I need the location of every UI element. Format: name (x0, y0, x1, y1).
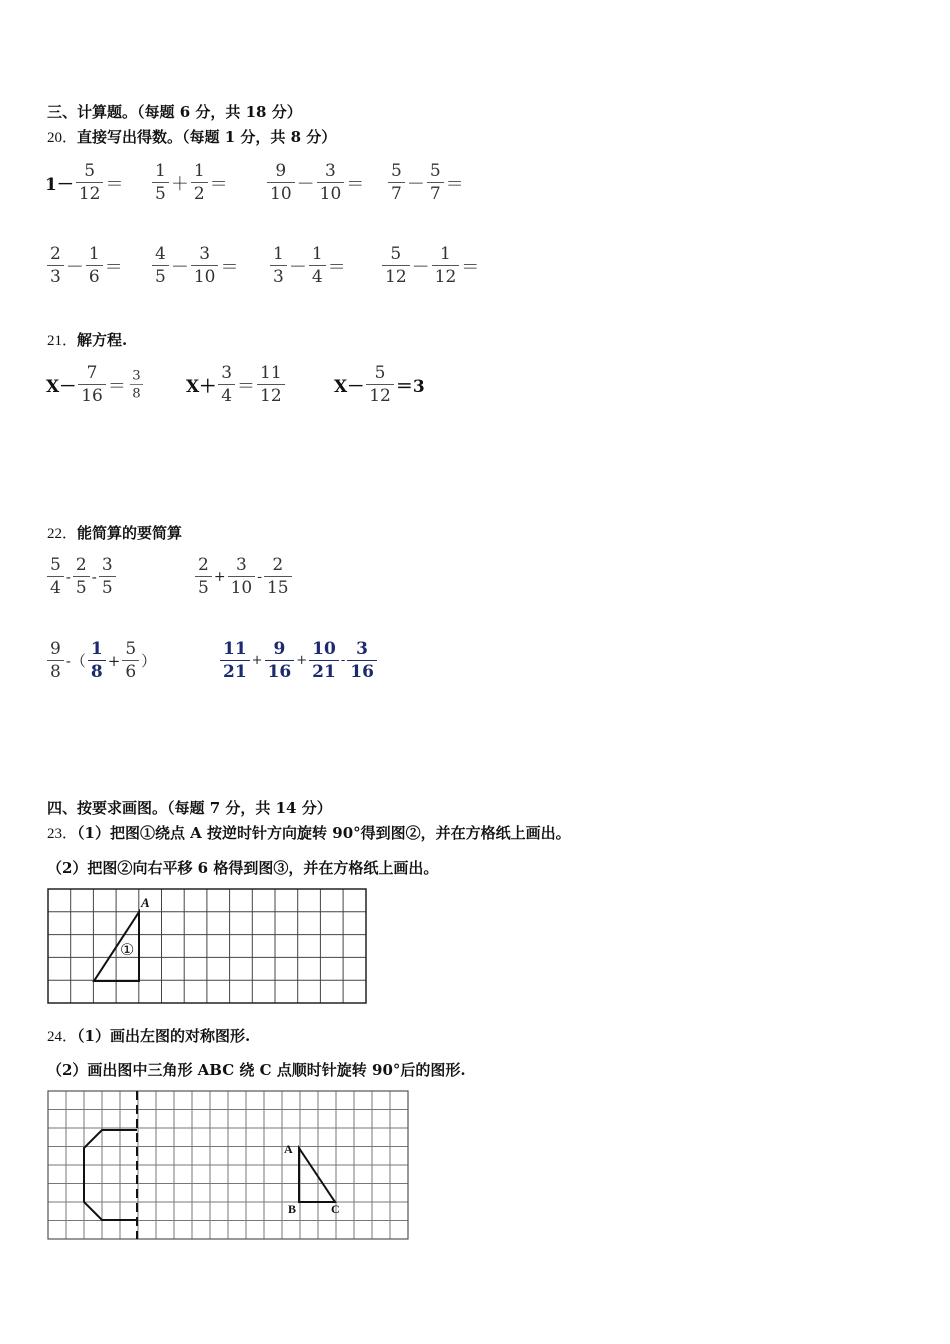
denominator: 12 (76, 182, 104, 205)
numerator: 3 (101, 555, 113, 575)
fraction (195, 554, 212, 599)
q23-grid-figure (47, 888, 369, 1006)
denominator: 10 (317, 182, 345, 205)
point-a-label: A (141, 895, 150, 910)
q20-item-1 (45, 160, 123, 205)
q20-number: 20． (47, 130, 78, 146)
equals-sign: ＝ (327, 256, 346, 278)
fraction (382, 243, 410, 288)
triangle-abc (299, 1148, 335, 1202)
denominator: 5 (195, 576, 212, 599)
denominator: 8 (47, 660, 64, 683)
numerator: 3 (132, 367, 141, 384)
q21-equation-2 (186, 362, 287, 407)
numerator: 1 (88, 244, 100, 264)
q24-number: 24． (47, 1029, 78, 1045)
numerator: 11 (260, 363, 282, 383)
operator: + (107, 651, 121, 670)
numerator: 5 (390, 244, 402, 264)
fraction (427, 160, 444, 205)
q20-title: 直接写出得数。（每题 1 分，共 8 分） (77, 128, 337, 146)
operator: - (340, 653, 346, 668)
denominator: 8 (88, 660, 106, 683)
equals-sign: ＝ (209, 173, 228, 195)
fraction (152, 160, 169, 205)
denominator: 5 (73, 576, 90, 599)
operator: － (65, 256, 84, 278)
fraction (309, 243, 326, 288)
fraction (47, 638, 64, 683)
operator: ＋ (170, 173, 189, 195)
q23-line-1 (47, 822, 571, 843)
operator: － (296, 173, 315, 195)
numerator: 4 (155, 244, 166, 264)
fraction (264, 554, 292, 599)
denominator: 21 (309, 660, 339, 683)
fraction (267, 160, 295, 205)
operator: + (296, 653, 308, 668)
operator: - (257, 568, 262, 585)
operator: - (91, 567, 97, 586)
equals-sign: ＝ (346, 173, 365, 195)
denominator: 3 (270, 265, 287, 288)
numerator: 9 (275, 161, 287, 181)
fraction (309, 638, 339, 683)
operator: -（ (65, 652, 86, 670)
q24-grid-lines (48, 1091, 408, 1239)
operator: - (65, 567, 71, 586)
q20-item-4 (386, 160, 464, 205)
denominator: 7 (388, 182, 405, 205)
numerator: 2 (75, 555, 87, 575)
operator: － (170, 256, 189, 278)
denominator: 3 (47, 265, 64, 288)
equation-lead: X－ (334, 377, 365, 397)
fraction (130, 367, 143, 402)
fraction (347, 638, 377, 683)
point-a-label: A (284, 1142, 293, 1156)
denominator: 4 (309, 265, 326, 288)
q24-instruction-1: （1）画出左图的对称图形. (77, 1027, 251, 1045)
denominator: 5 (152, 265, 169, 288)
point-b-label: B (288, 1202, 297, 1216)
numerator: 2 (50, 244, 61, 264)
fraction (47, 243, 64, 288)
q20-item-3 (265, 160, 364, 205)
numerator: 1 (440, 244, 451, 264)
q22-expression-4 (218, 638, 379, 683)
q24-grid-figure (47, 1090, 411, 1242)
fraction (78, 362, 106, 407)
denominator: 12 (432, 265, 460, 288)
denominator: 10 (267, 182, 295, 205)
denominator: 10 (228, 576, 256, 599)
q22-expression-3 (45, 638, 156, 683)
fraction (218, 362, 235, 407)
denominator: 2 (191, 182, 208, 205)
fraction (265, 638, 295, 683)
fraction (270, 243, 287, 288)
denominator: 12 (382, 265, 410, 288)
numerator: 3 (199, 244, 211, 264)
denominator: 10 (191, 265, 219, 288)
equation-lead: X－ (46, 377, 77, 397)
fraction (88, 638, 106, 683)
denominator: 8 (130, 384, 143, 402)
q22-title: 能简算的要简算 (77, 524, 183, 542)
numerator: 11 (223, 639, 247, 659)
numerator: 7 (86, 363, 98, 383)
fraction (220, 638, 250, 683)
denominator: 21 (220, 660, 250, 683)
fraction (99, 554, 116, 599)
fraction (366, 362, 394, 407)
denominator: 4 (218, 384, 235, 407)
equals-sign: ＝ (237, 375, 256, 397)
q23-instruction-2: （2）把图②向右平移 6 格得到图③，并在方格纸上画出。 (47, 859, 439, 877)
q20-item-5 (45, 243, 123, 288)
figure-1-label: ① (120, 942, 135, 959)
denominator: 15 (264, 576, 292, 599)
fraction (228, 554, 256, 599)
operator: + (213, 568, 226, 585)
denominator: 16 (265, 660, 295, 683)
denominator: 12 (366, 384, 394, 407)
fraction (388, 160, 405, 205)
fraction (152, 243, 169, 288)
denominator: 7 (427, 182, 444, 205)
equals-sign: ＝ (105, 173, 124, 195)
q23-grid-lines (48, 889, 366, 1003)
denominator: 5 (152, 182, 169, 205)
equals-sign: ＝ (107, 375, 126, 397)
numerator: 2 (272, 555, 284, 575)
q22-expression-1 (45, 554, 118, 599)
q23-number: 23． (47, 826, 78, 842)
fraction (191, 160, 208, 205)
numerator: 1 (311, 244, 323, 264)
numerator: 3 (235, 555, 247, 575)
q24-line-1 (47, 1025, 250, 1046)
equation-lead: X＋ (186, 377, 217, 397)
numerator: 5 (125, 639, 137, 659)
denominator: 12 (257, 384, 285, 407)
equals-sign: ＝ (445, 173, 464, 195)
fraction (86, 243, 103, 288)
q21-title: 解方程. (77, 331, 128, 349)
q24-instruction-2: （2）画出图中三角形 ABC 绕 C 点顺时针旋转 90°后的图形. (47, 1061, 466, 1079)
fraction (122, 638, 139, 683)
q20-item-7 (268, 243, 346, 288)
operator: － (288, 256, 307, 278)
operator: － (406, 173, 425, 195)
point-c-label: C (331, 1202, 340, 1216)
q22-heading (47, 522, 182, 543)
left-half-shape (84, 1130, 137, 1220)
numerator: 1 (273, 244, 284, 264)
numerator: 5 (391, 161, 402, 181)
denominator: 4 (47, 576, 64, 599)
numerator: 1 (90, 639, 103, 659)
q21-equation-1 (46, 362, 147, 407)
fraction (76, 160, 104, 205)
fraction (73, 554, 90, 599)
q23-instruction-1: （1）把图①绕点 A 按逆时针方向旋转 90°得到图②，并在方格纸上画出。 (77, 824, 571, 842)
numerator: 3 (325, 161, 336, 181)
equals-sign: ＝ (461, 256, 480, 278)
numerator: 10 (312, 639, 336, 659)
denominator: 16 (78, 384, 106, 407)
fraction (317, 160, 345, 205)
section-3-title: 三、计算题。（每题 6 分，共 18 分） (47, 103, 302, 121)
fraction (47, 554, 64, 599)
equals-sign: ＝ (220, 256, 239, 278)
numerator: 5 (374, 363, 386, 383)
numerator: 9 (50, 639, 61, 659)
numerator: 5 (50, 555, 61, 575)
numerator: 9 (273, 639, 286, 659)
numerator: 1 (193, 161, 205, 181)
q21-number: 21． (47, 333, 78, 349)
fraction (257, 362, 285, 407)
denominator: 5 (99, 576, 116, 599)
numerator: 1 (155, 161, 166, 181)
q20-item-1-lead: 1－ (45, 175, 74, 195)
numerator: 3 (356, 639, 368, 659)
q21-heading (47, 329, 127, 350)
operator: － (411, 256, 430, 278)
numerator: 2 (198, 555, 209, 575)
q20-item-2 (150, 160, 228, 205)
fraction (191, 243, 219, 288)
denominator: 16 (347, 660, 377, 683)
q20-heading (47, 126, 336, 147)
numerator: 3 (221, 363, 233, 383)
close-paren: ） (141, 652, 157, 670)
equals-result: ＝3 (395, 377, 425, 397)
q22-expression-2 (193, 554, 294, 599)
q22-number: 22． (47, 526, 78, 542)
section-4-title: 四、按要求画图。（每题 7 分，共 14 分） (47, 799, 332, 817)
equals-sign: ＝ (104, 256, 123, 278)
operator: + (251, 653, 263, 668)
q21-equation-3 (334, 362, 425, 407)
numerator: 5 (429, 161, 441, 181)
numerator: 5 (84, 161, 96, 181)
q20-item-8 (380, 243, 479, 288)
q20-item-6 (150, 243, 238, 288)
denominator: 6 (86, 265, 103, 288)
denominator: 6 (122, 660, 139, 683)
fraction (432, 243, 460, 288)
